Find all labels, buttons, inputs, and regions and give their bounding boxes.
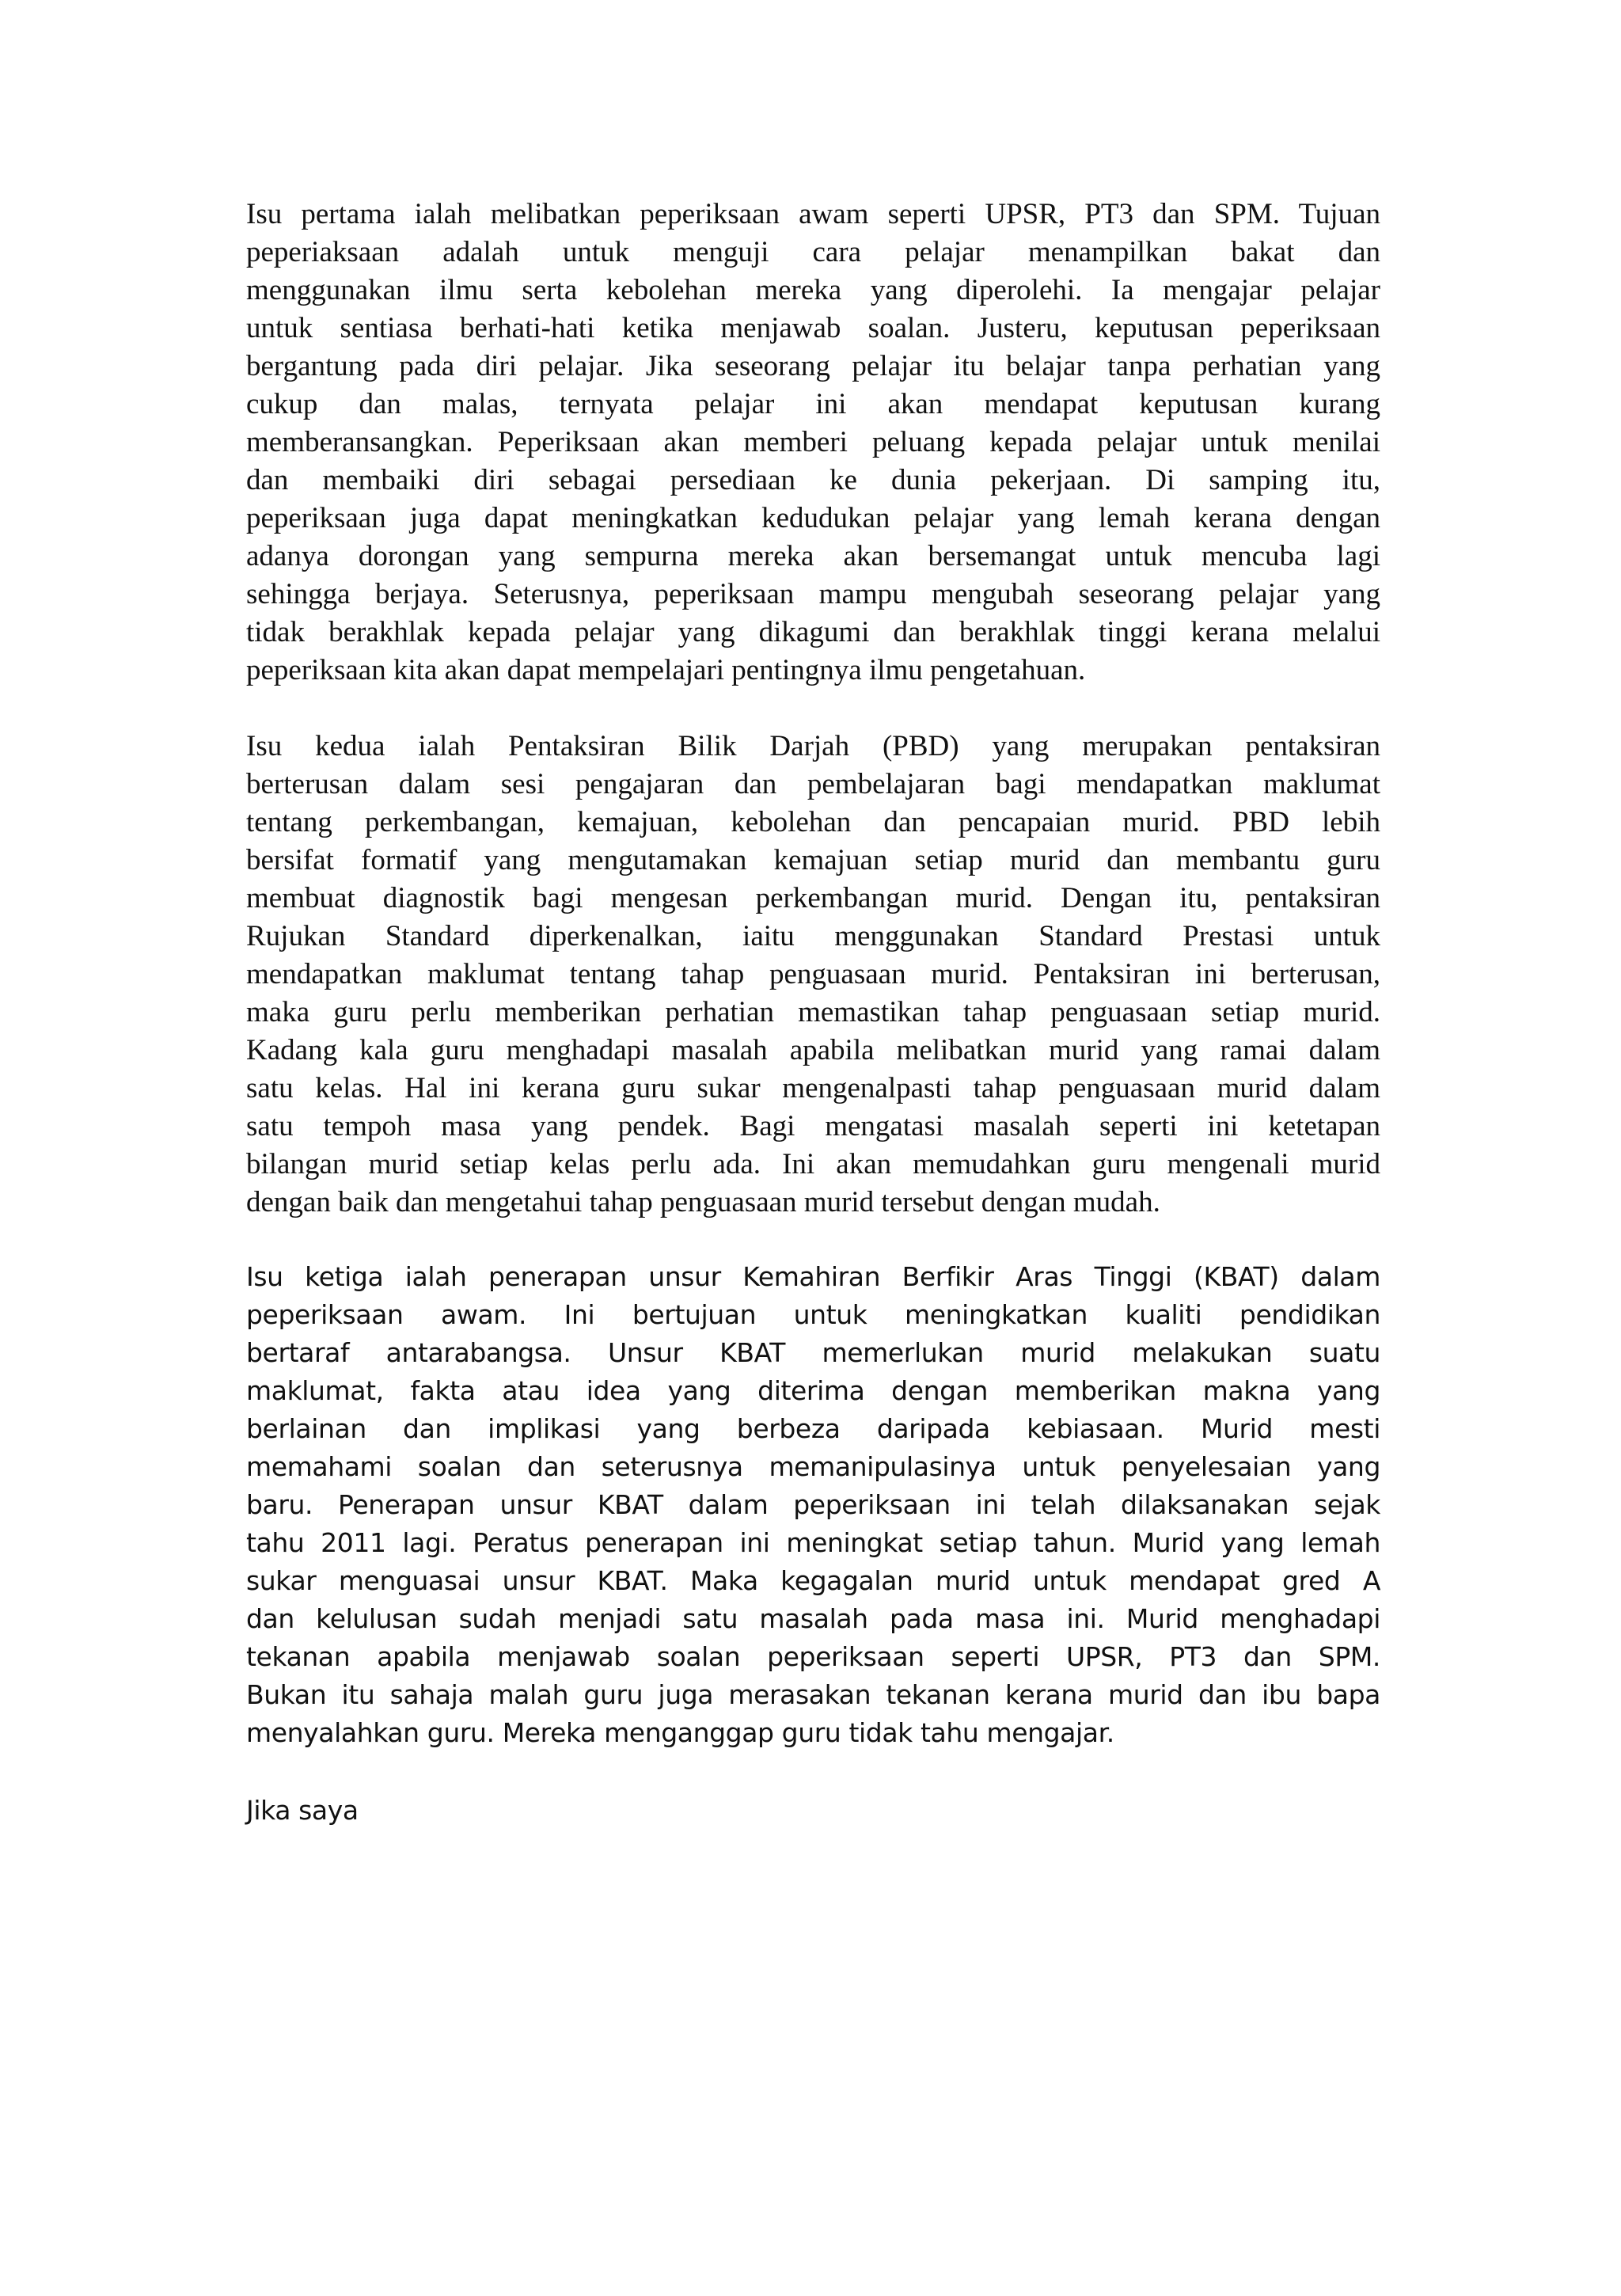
paragraph-line: menggunakan ilmu serta kebolehan mereka yang diperolehi. Ia mengajar pelajar	[246, 274, 1380, 306]
paragraph-line: tentang perkembangan, kemajuan, kebolehan dan pencapaian murid. PBD lebih	[246, 806, 1380, 838]
paragraph-line: menyalahkan guru. Mereka menganggap guru tidak tahu mengajar.	[246, 1717, 1114, 1748]
paragraph-line: bilangan murid setiap kelas perlu ada. Ini akan memudahkan guru mengenali murid	[246, 1148, 1380, 1180]
paragraph-line: maka guru perlu memberikan perhatian memastikan tahap penguasaan setiap murid.	[246, 996, 1380, 1028]
paragraph-line: Isu kedua ialah Pentaksiran Bilik Darjah (PBD) yang merupakan pentaksiran	[246, 730, 1380, 762]
paragraph-line: berlainan dan implikasi yang berbeza daripada kebiasaan. Murid mesti	[246, 1413, 1380, 1444]
paragraph-line: membuat diagnostik bagi mengesan perkembangan murid. Dengan itu, pentaksiran	[246, 882, 1380, 914]
paragraph-line: memberansangkan. Peperiksaan akan memberi peluang kepada pelajar untuk menilai	[246, 426, 1380, 458]
paragraph-line: peperiksaan awam. Ini bertujuan untuk meningkatkan kualiti pendidikan	[246, 1299, 1380, 1330]
paragraph-line: berterusan dalam sesi pengajaran dan pembelajaran bagi mendapatkan maklumat	[246, 768, 1380, 800]
paragraph-line: sukar menguasai unsur KBAT. Maka kegagalan murid untuk mendapat gred A	[246, 1565, 1380, 1596]
paragraph-line: dan membaiki diri sebagai persediaan ke dunia pekerjaan. Di samping itu,	[246, 464, 1380, 496]
paragraph-line: baru. Penerapan unsur KBAT dalam peperiksaan ini telah dilaksanakan sejak	[246, 1489, 1380, 1520]
paragraph-line: Jika saya	[246, 1795, 359, 1826]
paragraph-line: Isu ketiga ialah penerapan unsur Kemahiran Berfikir Aras Tinggi (KBAT) dalam	[246, 1261, 1380, 1292]
paragraph-line: maklumat, fakta atau idea yang diterima dengan memberikan makna yang	[246, 1375, 1380, 1406]
paragraph-line: peperiaksaan adalah untuk menguji cara pelajar menampilkan bakat dan	[246, 236, 1380, 268]
paragraph-line: peperiksaan juga dapat meningkatkan kedudukan pelajar yang lemah kerana dengan	[246, 502, 1380, 534]
paragraph-line: Bukan itu sahaja malah guru juga merasakan tekanan kerana murid dan ibu bapa	[246, 1679, 1380, 1710]
paragraph-line: adanya dorongan yang sempurna mereka akan bersemangat untuk mencuba lagi	[246, 540, 1380, 572]
paragraph-line: peperiksaan kita akan dapat mempelajari pentingnya ilmu pengetahuan.	[246, 654, 1086, 686]
paragraph-line: Isu pertama ialah melibatkan peperiksaan awam seperti UPSR, PT3 dan SPM. Tujuan	[246, 198, 1380, 230]
paragraph-line: Kadang kala guru menghadapi masalah apabila melibatkan murid yang ramai dalam	[246, 1034, 1380, 1066]
paragraph-line: bersifat formatif yang mengutamakan kemajuan setiap murid dan membantu guru	[246, 844, 1380, 876]
paragraph-line: mendapatkan maklumat tentang tahap penguasaan murid. Pentaksiran ini berterusan,	[246, 958, 1380, 990]
paragraph-line: tekanan apabila menjawab soalan peperiksaan seperti UPSR, PT3 dan SPM.	[246, 1641, 1380, 1672]
paragraph-line: satu tempoh masa yang pendek. Bagi mengatasi masalah seperti ini ketetapan	[246, 1110, 1380, 1142]
paragraph-line: memahami soalan dan seterusnya memanipulasinya untuk penyelesaian yang	[246, 1451, 1380, 1482]
paragraph-line: bergantung pada diri pelajar. Jika seseorang pelajar itu belajar tanpa perhatian yang	[246, 350, 1380, 382]
paragraph-line: Rujukan Standard diperkenalkan, iaitu menggunakan Standard Prestasi untuk	[246, 920, 1380, 952]
paragraph-line: cukup dan malas, ternyata pelajar ini akan mendapat keputusan kurang	[246, 388, 1380, 420]
paragraph-line: dengan baik dan mengetahui tahap penguasaan murid tersebut dengan mudah.	[246, 1186, 1160, 1218]
paragraph-line: sehingga berjaya. Seterusnya, peperiksaan mampu mengubah seseorang pelajar yang	[246, 578, 1380, 610]
paragraph-line: tahu 2011 lagi. Peratus penerapan ini meningkat setiap tahun. Murid yang lemah	[246, 1527, 1380, 1558]
paragraph-line: dan kelulusan sudah menjadi satu masalah pada masa ini. Murid menghadapi	[246, 1603, 1380, 1634]
paragraph-line: tidak berakhlak kepada pelajar yang dikagumi dan berakhlak tinggi kerana melalui	[246, 616, 1380, 648]
paragraph-line: untuk sentiasa berhati-hati ketika menjawab soalan. Justeru, keputusan peperiksaan	[246, 312, 1380, 344]
paragraph-line: bertaraf antarabangsa. Unsur KBAT memerlukan murid melakukan suatu	[246, 1337, 1380, 1368]
paragraph-line: satu kelas. Hal ini kerana guru sukar mengenalpasti tahap penguasaan murid dalam	[246, 1072, 1380, 1104]
